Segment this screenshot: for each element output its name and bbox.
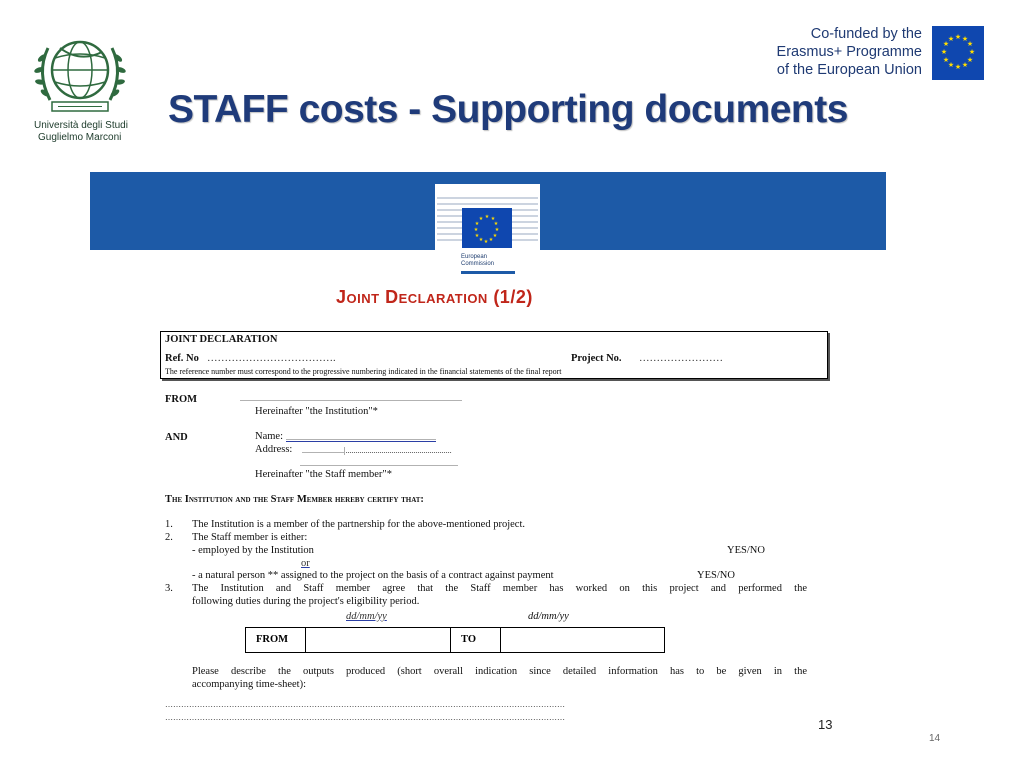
joint-declaration-title: JOINT DECLARATION bbox=[165, 334, 278, 345]
yes-no-natural-person: YES/NO bbox=[697, 570, 735, 581]
svg-text:★: ★ bbox=[961, 35, 969, 43]
berlaymont-building-icon bbox=[425, 178, 550, 250]
address-value: .....................|..................................................... bbox=[302, 446, 452, 455]
cofund-text bbox=[756, 25, 922, 79]
cofund-line2: Erasmus+ Programme bbox=[776, 44, 922, 60]
svg-text:★: ★ bbox=[961, 61, 969, 69]
university-logo bbox=[30, 28, 130, 146]
item-2-number: 2. bbox=[165, 532, 173, 543]
ec-label-line1: European bbox=[461, 254, 488, 260]
document-heading-text: Joint Declaration (1/2) bbox=[336, 287, 533, 307]
document-page-number: 13 bbox=[818, 717, 833, 732]
svg-text:★: ★ bbox=[942, 40, 950, 48]
from-label: FROM bbox=[165, 394, 198, 405]
table-to-label: TO bbox=[451, 628, 501, 652]
slide-number: 14 bbox=[929, 733, 941, 744]
name-label: Name: bbox=[255, 431, 283, 442]
svg-text:★: ★ bbox=[492, 233, 498, 239]
staff-note: Hereinafter "the Staff member"* bbox=[255, 469, 392, 480]
project-label: Project No. bbox=[571, 353, 622, 364]
certify-heading: The Institution and the Staff Member hereby certify that: bbox=[165, 494, 424, 505]
employed-option: - employed by the Institution bbox=[192, 545, 314, 556]
item-1-number: 1. bbox=[165, 519, 173, 530]
svg-text:★: ★ bbox=[942, 56, 950, 64]
table-from-value[interactable] bbox=[306, 628, 451, 652]
item-1-text: The Institution is a member of the partnership for the above-mentioned project. bbox=[192, 519, 525, 530]
document-heading bbox=[336, 287, 533, 308]
svg-text:★: ★ bbox=[488, 237, 494, 243]
page-title: STAFF costs - Supporting documents bbox=[168, 88, 848, 131]
ec-label-line2: Commission bbox=[461, 261, 495, 267]
output-line-1: …………………………………………………………………………………………………………………………………… bbox=[165, 700, 565, 709]
ref-value: ………………………………. bbox=[207, 353, 336, 364]
svg-text:★: ★ bbox=[954, 63, 962, 71]
eu-flag-icon bbox=[932, 26, 984, 80]
svg-text:★: ★ bbox=[490, 216, 496, 222]
university-name-line1: Università degli Studi bbox=[34, 120, 128, 131]
and-label: AND bbox=[165, 432, 188, 443]
svg-text:★: ★ bbox=[947, 61, 955, 69]
ref-label: Ref. No bbox=[165, 353, 199, 364]
svg-text:★: ★ bbox=[968, 48, 976, 56]
project-value: …………………… bbox=[639, 353, 723, 364]
svg-text:★: ★ bbox=[473, 227, 479, 233]
item-2-text: The Staff member is either: bbox=[192, 532, 308, 543]
describe-outputs-text: accompanying time-sheet): bbox=[192, 679, 306, 690]
address-label: Address: bbox=[255, 444, 293, 455]
svg-text:★: ★ bbox=[947, 35, 955, 43]
cofund-line3: of the European Union bbox=[776, 62, 922, 78]
svg-text:★: ★ bbox=[474, 233, 480, 239]
svg-text:★: ★ bbox=[954, 33, 962, 41]
yes-no-employed: YES/NO bbox=[727, 545, 765, 556]
output-line-2: …………………………………………………………………………………………………………………………………… bbox=[165, 713, 565, 722]
date-format-from: dd/mm/yy bbox=[346, 611, 387, 622]
svg-text:★: ★ bbox=[478, 216, 484, 222]
item-3-line2: following duties during the project's eligibility period. bbox=[192, 596, 420, 607]
svg-text:★: ★ bbox=[478, 237, 484, 243]
svg-text:★: ★ bbox=[483, 239, 489, 245]
svg-text:★: ★ bbox=[493, 221, 499, 227]
institution-note: Hereinafter "the Institution"* bbox=[255, 406, 378, 417]
table-from-label: FROM bbox=[246, 628, 306, 652]
table-to-value[interactable] bbox=[501, 628, 664, 652]
describe-outputs-line2 bbox=[192, 679, 306, 690]
item-3-number: 3. bbox=[165, 583, 173, 594]
svg-text:★: ★ bbox=[474, 221, 480, 227]
from-value: ............................................................................................................... bbox=[240, 394, 462, 403]
cofund-line1: Co-funded by the bbox=[810, 26, 922, 42]
university-emblem-icon bbox=[30, 28, 130, 120]
period-table bbox=[245, 627, 665, 653]
or-label: or bbox=[301, 558, 310, 569]
name-value: ........................................................................... bbox=[286, 433, 436, 442]
item-3-line1: The Institution and Staff member agree that the Staff member has worked on this project and performed the bbox=[192, 583, 807, 594]
address-value-line2: ............................................................................... bbox=[300, 459, 458, 468]
european-commission-logo bbox=[425, 178, 550, 276]
svg-text:★: ★ bbox=[494, 227, 500, 233]
date-format-to: dd/mm/yy bbox=[528, 611, 569, 622]
svg-text:★: ★ bbox=[966, 40, 974, 48]
svg-text:★: ★ bbox=[966, 56, 974, 64]
describe-outputs-line1: Please describe the outputs produced (short overall indication since detailed information has to be given in the bbox=[192, 666, 807, 677]
svg-text:★: ★ bbox=[940, 48, 948, 56]
svg-text:★: ★ bbox=[484, 214, 490, 220]
joint-declaration-box bbox=[160, 331, 828, 379]
reference-note: The reference number must correspond to the progressive numbering indicated in the financial statements of the final report bbox=[165, 367, 562, 376]
natural-person-option: - a natural person ** assigned to the project on the basis of a contract against payment bbox=[192, 570, 554, 581]
university-name-line2: Guglielmo Marconi bbox=[38, 132, 122, 143]
